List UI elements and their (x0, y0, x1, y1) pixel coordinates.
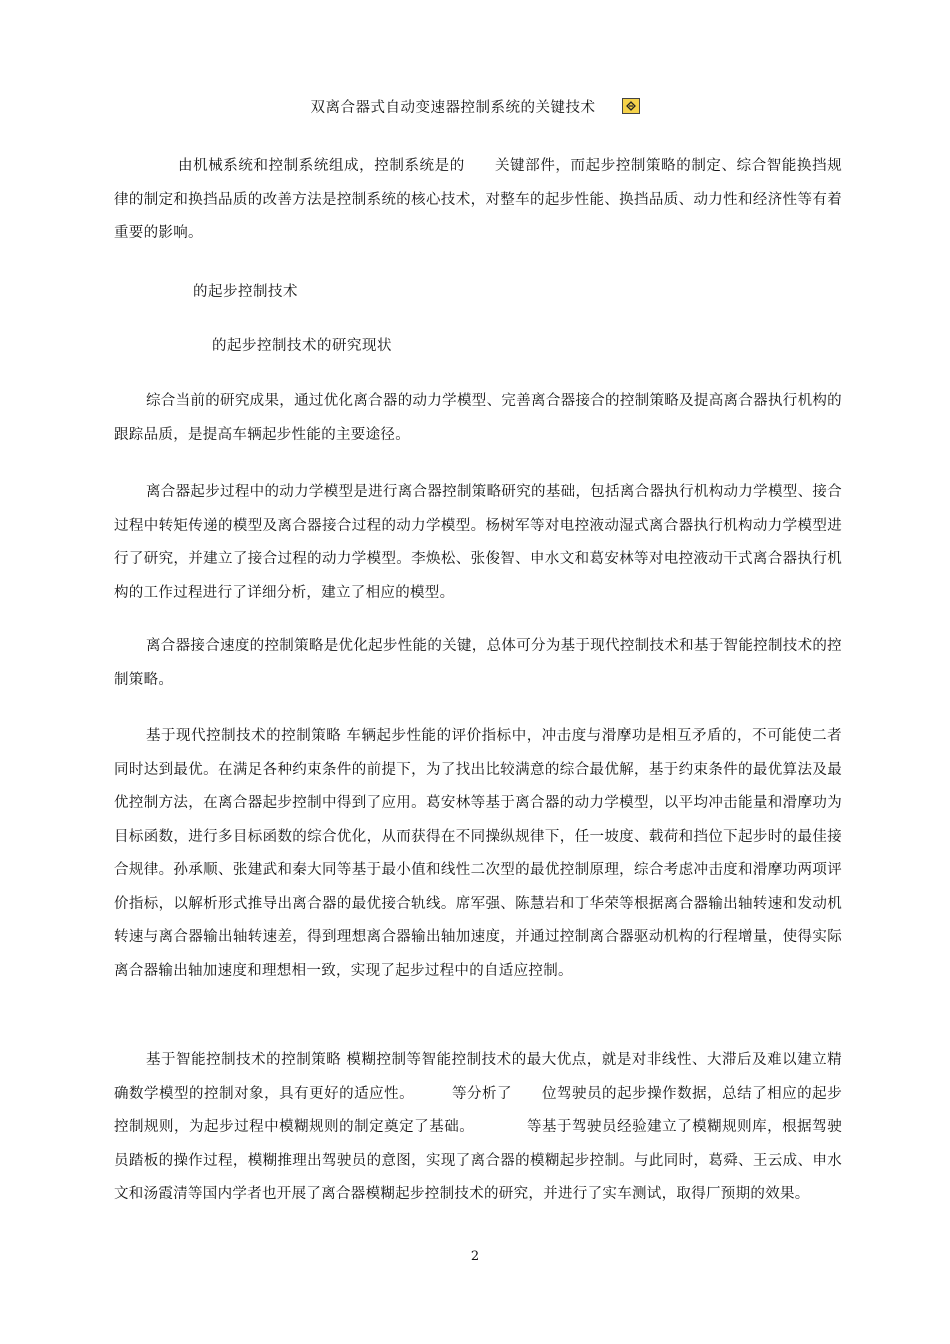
document-link-icon[interactable] (622, 98, 640, 114)
document-title: 双离合器式自动变速器控制系统的关键技术 (310, 100, 596, 116)
paragraph-intelligent-control: 基于智能控制技术的控制策略 模糊控制等智能控制技术的最大优点，就是对非线性、大滞后及难以建立精确数学模型的控制对象，具有更好的适应性。 等分析了 位驾驶员的起步操作数据，总结了相应的起步控制规则，为起步过程中模糊规则的制定奠定了基础。 等基于驾驶员经验建立了模糊规则库，根据驾驶员踏板的操作过程，模糊推理出驾驶员的意图，实现了离合器的模糊起步控制。与此同时，葛舜、王云成、申水文和汤霞清等国内学者也开展了离合器模糊起步控制技术的研究，并进行了实车测试，取得厂预期的效果。 (114, 1052, 842, 1202)
paragraph-modern-control: 基于现代控制技术的控制策略 车辆起步性能的评价指标中，冲击度与滑摩功是相互矛盾的，不可能使二者同时达到最优。在满足各种约束条件的前提下，为了找出比较满意的综合最优解，基于约束条件的最优算法及最优控制方法，在离合器起步控制中得到了应用。葛安林等基于离合器的动力学模型，以平均冲击能量和滑摩功为目标函数，进行多目标函数的综合优化，从而获得在不同操纵规律下，任一坡度、载荷和挡位下起步时的最佳接合规律。孙承顺、张建武和秦大同等基于最小值和线性二次型的最优控制原理，综合考虑冲击度和滑摩功两项评价指标，以解析形式推导出离合器的最优接合轨线。席军强、陈慧岩和丁华荣等根据离合器输出轴转速和发动机转速与离合器输出轴转速差，得到理想离合器输出轴加速度，并通过控制离合器驱动机构的行程增量，使得实际离合器输出轴加速度和理想相一致，实现了起步过程中的自适应控制。 (114, 728, 842, 979)
paragraph-research-summary: 综合当前的研究成果，通过优化离合器的动力学模型、完善离合器接合的控制策略及提高离合器执行机构的跟踪品质，是提高车辆起步性能的主要途径。 (114, 393, 842, 443)
intro-paragraph: 由机械系统和控制系统组成，控制系统是的 关键部件，而起步控制策略的制定、综合智能换挡规律的制定和换挡品质的改善方法是控制系统的核心技术，对整车的起步性能、换挡品质、动力性和经济性等有着重要的影响。 (114, 158, 842, 241)
subsection-heading: 的起步控制技术的研究现状 (212, 338, 392, 354)
section-heading: 的起步控制技术 (193, 284, 298, 300)
paragraph-dynamics-model: 离合器起步过程中的动力学模型是进行离合器控制策略研究的基础，包括离合器执行机构动力学模型、接合过程中转矩传递的模型及离合器接合过程的动力学模型。杨树军等对电控液动湿式离合器执行机构动力学模型进行了研究，并建立了接合过程的动力学模型。李焕松、张俊智、申水文和葛安林等对电控液动干式离合器执行机构的工作过程进行了详细分析，建立了相应的模型。 (114, 484, 842, 601)
title-row (0, 96, 950, 117)
paragraph-engagement-strategy: 离合器接合速度的控制策略是优化起步性能的关键，总体可分为基于现代控制技术和基于智能控制技术的控制策略。 (114, 638, 842, 688)
page-number: 2 (470, 1249, 480, 1264)
